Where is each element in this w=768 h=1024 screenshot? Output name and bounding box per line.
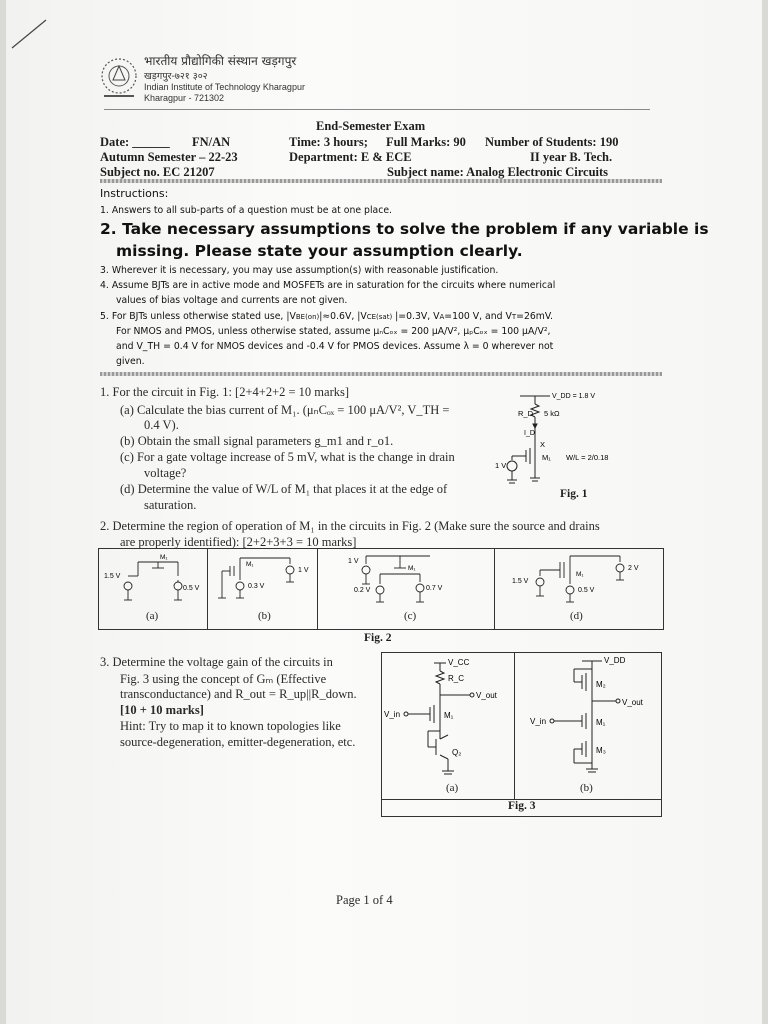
fig2a-v2: 0.5 V: [183, 585, 200, 592]
fig1-vdd-label: V_DD = 1.8 V: [552, 393, 595, 400]
q1-part-d-line2: saturation.: [144, 498, 197, 512]
instruction-4-line2: values of bias voltage and currents are not given.: [116, 295, 348, 306]
q3-line3: transconductance) and R_out = R_up||R_down.: [120, 687, 357, 701]
fig2b-m1-label: M₁: [246, 561, 254, 568]
fig3a-rc-label: R_C: [448, 674, 465, 683]
subject-name: Subject name: Analog Electronic Circuits: [387, 165, 609, 179]
q1-part-a-line1: (a) Calculate the bias current of M₁. (μₙCₒₓ = 100 μA/V², V_TH =: [120, 403, 450, 417]
fig1-rd-label: R_D: [518, 409, 534, 418]
fig2c-v2: 0.2 V: [354, 587, 371, 594]
fig2d-label: (d): [570, 610, 583, 622]
fig3a-vout-label: V_out: [476, 691, 497, 700]
instruction-5-line2: For NMOS and PMOS, unless otherwise stated, assume μₙCₒₓ = 200 μA/V², μₚCₒₓ = 100 μA/V²,: [116, 326, 551, 337]
fig2a-v1: 1.5 V: [104, 573, 121, 580]
page-number: Page 1 of 4: [336, 893, 393, 907]
fig1-m1-label: M₁: [542, 453, 551, 462]
fig2a-m1-label: M₁: [160, 554, 168, 561]
fig3a-m1-label: M₁: [444, 711, 454, 720]
instruction-3: 3. Wherever it is necessary, you may use assumption(s) with reasonable justification.: [100, 265, 499, 276]
fig3b-label: (b): [580, 782, 593, 794]
institute-name: Indian Institute of Technology Kharagpur: [144, 82, 305, 92]
institute-name-hindi: भारतीय प्रौद्योगिकी संस्थान खड़गपुर: [144, 54, 297, 68]
subject-number: Subject no. EC 21207: [100, 165, 215, 179]
fig2c-v3: 0.7 V: [426, 585, 443, 592]
instruction-5-text: 5. For BJTs unless otherwise stated use, |V: [100, 311, 296, 322]
exam-full-marks: Full Marks: 90: [386, 135, 466, 149]
exam-time: Time: 3 hours;: [289, 135, 368, 149]
iit-kharagpur-logo: [94, 52, 144, 102]
exam-semester: Autumn Semester – 22-23: [100, 150, 238, 164]
exam-year: II year B. Tech.: [530, 150, 613, 164]
exam-date: Date: ______: [100, 135, 170, 149]
instruction-4-line1: 4. Assume BJTs are in active mode and MOSFETs are in saturation for the circuits where numerical: [100, 280, 556, 291]
q2-stem-line1: 2. Determine the region of operation of M₁ in the circuits in Fig. 2 (Make sure the source and drains: [100, 519, 600, 533]
instruction-5-line4: given.: [116, 356, 145, 367]
q2-stem-line2: are properly identified): [2+2+3+3 = 10 marks]: [120, 535, 357, 549]
exam-title: End-Semester Exam: [316, 119, 426, 133]
q1-part-b: (b) Obtain the small signal parameters g_m1 and r_o1.: [120, 434, 394, 448]
instruction-1: 1. Answers to all sub-parts of a question must be at one place.: [100, 205, 393, 216]
fig3b-m2-label: M₂: [596, 680, 606, 689]
q1-part-c-line2: voltage?: [144, 466, 187, 480]
institute-address-hindi: खड़गपुर-७२१ ३०२: [144, 71, 208, 82]
fig2c-v1: 1 V: [348, 558, 359, 565]
fig1-node-x: X: [540, 440, 546, 449]
fig2c-label: (c): [404, 610, 417, 622]
instruction-5-line3: and V_TH = 0.4 V for NMOS devices and -0.4 V for PMOS devices. Assume λ = 0 wherever not: [116, 341, 554, 352]
q1-part-c-line1: (c) For a gate voltage increase of 5 mV, what is the change in drain: [120, 450, 455, 464]
instruction-5-line1: 5. For BJTs unless otherwise stated use, |VBE(on)|≈0.6V, |VCE(sat) |=0.3V, VA=100 V, and VT=26mV.: [100, 311, 553, 322]
instruction-2-line2: missing. Please state your assumption clearly.: [116, 242, 523, 260]
fig2b-v1: 0.3 V: [248, 583, 265, 590]
header-rule: [104, 109, 650, 110]
fig2c-circuit: [320, 550, 490, 612]
fig1-wl-label: W/L = 2/0.18: [566, 453, 609, 462]
fig2-caption: Fig. 2: [364, 632, 392, 644]
fig2c-m1-label: M₁: [408, 565, 416, 572]
fig3a-label: (a): [446, 782, 459, 794]
exam-sheet: [6, 0, 762, 1024]
header-separator: [100, 179, 662, 183]
q1-stem: 1. For the circuit in Fig. 1: [2+4+2+2 = 10 marks]: [100, 385, 350, 399]
q3-line1: 3. Determine the voltage gain of the circuits in: [100, 655, 333, 669]
fig3b-m3-label: M₃: [596, 746, 606, 755]
exam-session: FN/AN: [192, 135, 231, 149]
fig3-caption: Fig. 3: [508, 800, 536, 812]
fig2a-label: (a): [146, 610, 159, 622]
fig2d-v2: 0.5 V: [578, 587, 595, 594]
fig3a-vcc-label: V_CC: [448, 658, 470, 667]
instructions-heading: Instructions:: [100, 187, 169, 200]
q1-part-d-line1: (d) Determine the value of W/L of M₁ that places it at the edge of: [120, 482, 448, 496]
fig3b-vin-label: V_in: [530, 717, 547, 726]
pen-stroke-mark: [10, 18, 50, 50]
fig1-rd-value: 5 kΩ: [544, 409, 560, 418]
fig2b-circuit: [210, 550, 314, 612]
fig1-id-label: I_D: [524, 430, 535, 437]
fig1-caption: Fig. 1: [560, 488, 588, 500]
instructions-separator: [100, 372, 662, 376]
exam-department: Department: E & ECE: [289, 150, 412, 164]
fig2d-m1-label: M₁: [576, 571, 584, 578]
fig3a-q2-label: Q₂: [452, 748, 462, 757]
fig2a-circuit: [102, 550, 206, 612]
fig1-circuit-diagram: [490, 386, 640, 496]
q3-hint-line1: Hint: Try to map it to known topologies like: [120, 719, 341, 733]
fig3a-vin-label: V_in: [384, 710, 401, 719]
instruction-2-line1: 2. Take necessary assumptions to solve the problem if any variable is: [100, 220, 709, 238]
fig3b-vdd-label: V_DD: [604, 656, 626, 665]
fig3b-m1-label: M₁: [596, 718, 606, 727]
q3-marks: [10 + 10 marks]: [120, 703, 204, 717]
institute-address: Kharagpur - 721302: [144, 93, 225, 103]
fig2b-label: (b): [258, 610, 271, 622]
q3-line2: Fig. 3 using the concept of Gₘ (Effective: [120, 672, 327, 686]
fig2d-v1: 1.5 V: [512, 578, 529, 585]
fig1-gate-voltage: 1 V: [495, 461, 507, 470]
fig2d-circuit: [500, 550, 650, 612]
fig2d-v3: 2 V: [628, 565, 639, 572]
fig3a-circuit: [384, 655, 512, 795]
exam-students: Number of Students: 190: [485, 135, 619, 149]
q3-hint-line2: source-degeneration, emitter-degeneration, etc.: [120, 735, 356, 749]
fig2b-v2: 1 V: [298, 567, 309, 574]
fig3b-circuit: [518, 655, 658, 795]
fig3b-vout-label: V_out: [622, 698, 643, 707]
q1-part-a-line2: 0.4 V).: [144, 418, 179, 432]
